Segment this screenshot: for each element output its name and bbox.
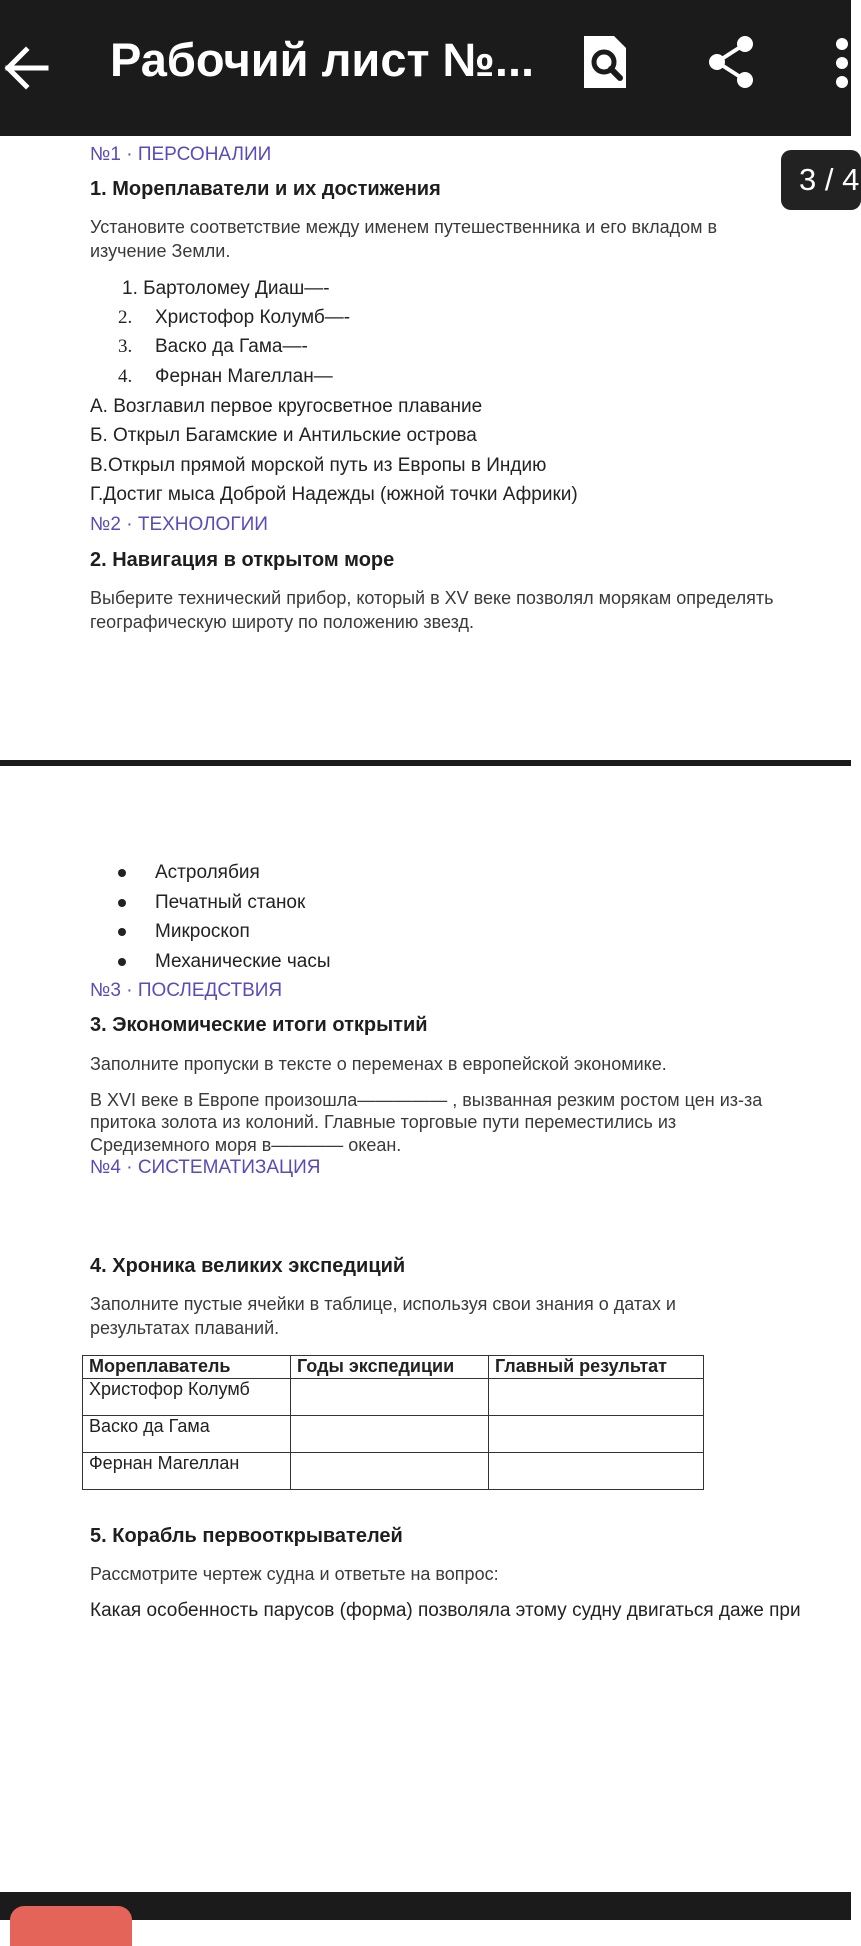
option-item: Печатный станок — [155, 892, 306, 913]
table-header: Мореплаватель — [83, 1356, 291, 1379]
search-document-icon[interactable] — [580, 34, 630, 90]
list-item: Христофор Колумб—- — [155, 307, 351, 328]
list-item: Васко да Гама—- — [155, 336, 308, 357]
option-item: Механические часы — [155, 951, 331, 972]
instruction-text: Установите соответствие между именем путешественника и его вкладом в — [90, 217, 718, 237]
section-tag: №1 · ПЕРСОНАЛИИ — [90, 144, 272, 165]
instruction-text: изучение Земли. — [90, 241, 231, 261]
more-vertical-icon[interactable] — [832, 36, 851, 90]
answer-option: А. Возглавил первое кругосветное плавание — [90, 396, 483, 417]
arrow-back-icon[interactable] — [0, 38, 60, 98]
document-title: Рабочий лист №... — [110, 33, 535, 86]
list-number: 2. — [118, 307, 133, 328]
table-cell — [291, 1416, 489, 1453]
bullet-icon — [118, 899, 126, 907]
list-item: 1. Бартоломеу Диаш—- — [122, 278, 330, 299]
section-heading: 1. Мореплаватели и их достижения — [90, 178, 441, 200]
list-number: 3. — [118, 336, 133, 357]
table-cell — [291, 1379, 489, 1416]
bottom-action-button[interactable] — [10, 1906, 132, 1946]
section-heading: 3. Экономические итоги открытий — [90, 1014, 428, 1036]
table-cell: Христофор Колумб — [83, 1379, 291, 1416]
fill-in-text: В XVI веке в Европе произошла————— , вызванная резким ростом цен из-за — [90, 1090, 763, 1110]
list-number: 4. — [118, 366, 133, 387]
answer-option: Б. Открыл Багамские и Антильские острова — [90, 425, 477, 446]
section-tag: №3 · ПОСЛЕДСТВИЯ — [90, 980, 283, 1001]
section-tag: №2 · ТЕХНОЛОГИИ — [90, 514, 268, 535]
question-text: Какая особенность парусов (форма) позволяла этому судну двигаться даже при — [90, 1600, 801, 1621]
page-indicator: 3 / 4 — [781, 150, 861, 210]
bullet-icon — [118, 958, 126, 966]
instruction-text: Заполните пустые ячейки в таблице, используя свои знания о датах и — [90, 1294, 676, 1314]
table-cell: Васко да Гама — [83, 1416, 291, 1453]
instruction-text: Заполните пропуски в тексте о переменах в европейской экономике. — [90, 1054, 667, 1074]
answer-option: Г.Достиг мыса Доброй Надежды (южной точки Африки) — [90, 484, 578, 505]
table-cell — [291, 1453, 489, 1490]
table-row — [83, 1453, 704, 1490]
answer-option: В.Открыл прямой морской путь из Европы в Индию — [90, 455, 547, 476]
bullet-icon — [118, 928, 126, 936]
instruction-text: географическую широту по положению звезд. — [90, 612, 474, 632]
list-item: Фернан Магеллан— — [155, 366, 333, 387]
table-cell: Фернан Магеллан — [83, 1453, 291, 1490]
app-bar — [0, 0, 851, 136]
option-item: Микроскоп — [155, 921, 250, 942]
table-header: Годы экспедиции — [291, 1356, 489, 1379]
fill-in-text: Средиземного моря в———— океан. — [90, 1135, 402, 1155]
table-cell — [489, 1379, 704, 1416]
section-heading: 4. Хроника великих экспедиций — [90, 1255, 406, 1277]
section-heading: 5. Корабль первооткрывателей — [90, 1525, 403, 1547]
section-heading: 2. Навигация в открытом море — [90, 549, 395, 571]
bullet-icon — [118, 869, 126, 877]
table-header: Главный результат — [489, 1356, 704, 1379]
instruction-text: результатах плаваний. — [90, 1318, 280, 1338]
table-row — [83, 1416, 704, 1453]
table-header-row — [83, 1356, 704, 1379]
table-cell — [489, 1453, 704, 1490]
option-item: Астролябия — [155, 862, 260, 883]
instruction-text: Рассмотрите чертеж судна и ответьте на вопрос: — [90, 1564, 499, 1584]
section-tag: №4 · СИСТЕМАТИЗАЦИЯ — [90, 1157, 321, 1178]
expeditions-table — [82, 1355, 704, 1490]
table-row — [83, 1379, 704, 1416]
instruction-text: Выберите технический прибор, который в XV веке позволял морякам определять — [90, 588, 774, 608]
fill-in-text: притока золота из колоний. Главные торговые пути переместились из — [90, 1112, 677, 1132]
table-cell — [489, 1416, 704, 1453]
share-icon[interactable] — [705, 34, 757, 90]
